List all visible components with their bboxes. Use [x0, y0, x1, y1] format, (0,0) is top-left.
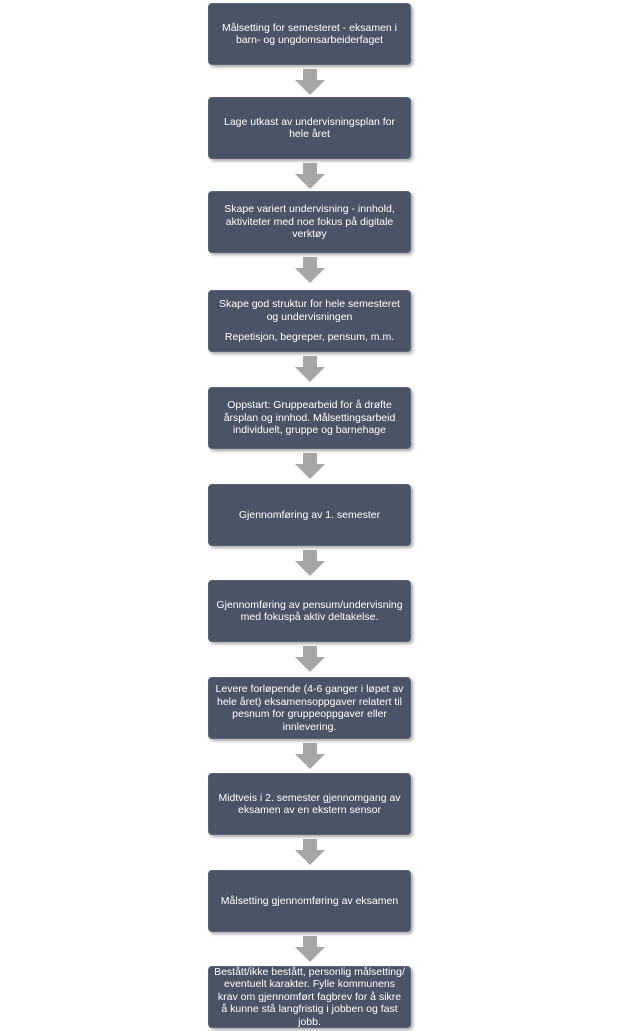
down-arrow-icon	[295, 839, 325, 865]
down-arrow-icon	[295, 550, 325, 576]
step-text-8: Levere forløpende (4-6 ganger i løpet av hele året) eksamensoppgaver relatert til pesnum for gruppeoppgaver eller innlevering.	[215, 683, 404, 733]
step-subtext-4: Repetisjon, begreper, pensum, m.m.	[224, 331, 395, 344]
step-text-11: Bestått/ikke bestått, personlig målsetting/ eventuelt karakter. Fylle kommunens krav om gjennomført fagbrev for å sikre å kunne stå langfristig i jobben og fast jobb.	[214, 965, 405, 1028]
down-arrow-icon	[295, 257, 325, 283]
step-text-1: Målsetting for semesteret - eksamen i barn- og ungdomsarbeiderfaget	[221, 21, 398, 46]
step-text-3: Skape variert undervisning - innhold, aktiviteter med noe fokus på digitale verktøy	[224, 203, 395, 241]
step-text-5: Oppstart: Gruppearbeid for å drøfte årsplan og innhod. Målsettingsarbeid individuelt, gruppe og barnehage	[223, 399, 396, 437]
down-arrow-icon	[295, 453, 325, 479]
step-text-9: Midtveis i 2. semester gjennomgang av eksamen av en ekstern sensor	[218, 791, 401, 816]
step-box-2	[208, 97, 411, 159]
down-arrow-icon	[295, 356, 325, 382]
step-text-4: Skape god struktur for hele semesteret og undervisningen	[219, 298, 400, 323]
step-box-11	[208, 966, 411, 1028]
step-box-6	[208, 484, 411, 546]
step-box-7	[208, 580, 411, 642]
step-box-4	[208, 290, 411, 352]
down-arrow-icon	[295, 743, 325, 769]
down-arrow-icon	[295, 646, 325, 672]
step-text-10: Målsetting gjennomføring av eksamen	[220, 894, 399, 907]
step-box-5	[208, 387, 411, 449]
step-text-2: Lage utkast av undervisningsplan for hele året	[223, 115, 396, 140]
step-box-9	[208, 773, 411, 835]
step-box-8	[208, 677, 411, 739]
step-box-3	[208, 191, 411, 253]
step-text-6: Gjennomføring av 1. semester	[238, 508, 381, 521]
down-arrow-icon	[295, 163, 325, 189]
down-arrow-icon	[295, 69, 325, 95]
step-box-1	[208, 3, 411, 65]
step-box-10	[208, 870, 411, 932]
down-arrow-icon	[295, 936, 325, 962]
step-text-7: Gjennomføring av pensum/undervisning med fokuspå aktiv deltakelse.	[216, 598, 403, 623]
